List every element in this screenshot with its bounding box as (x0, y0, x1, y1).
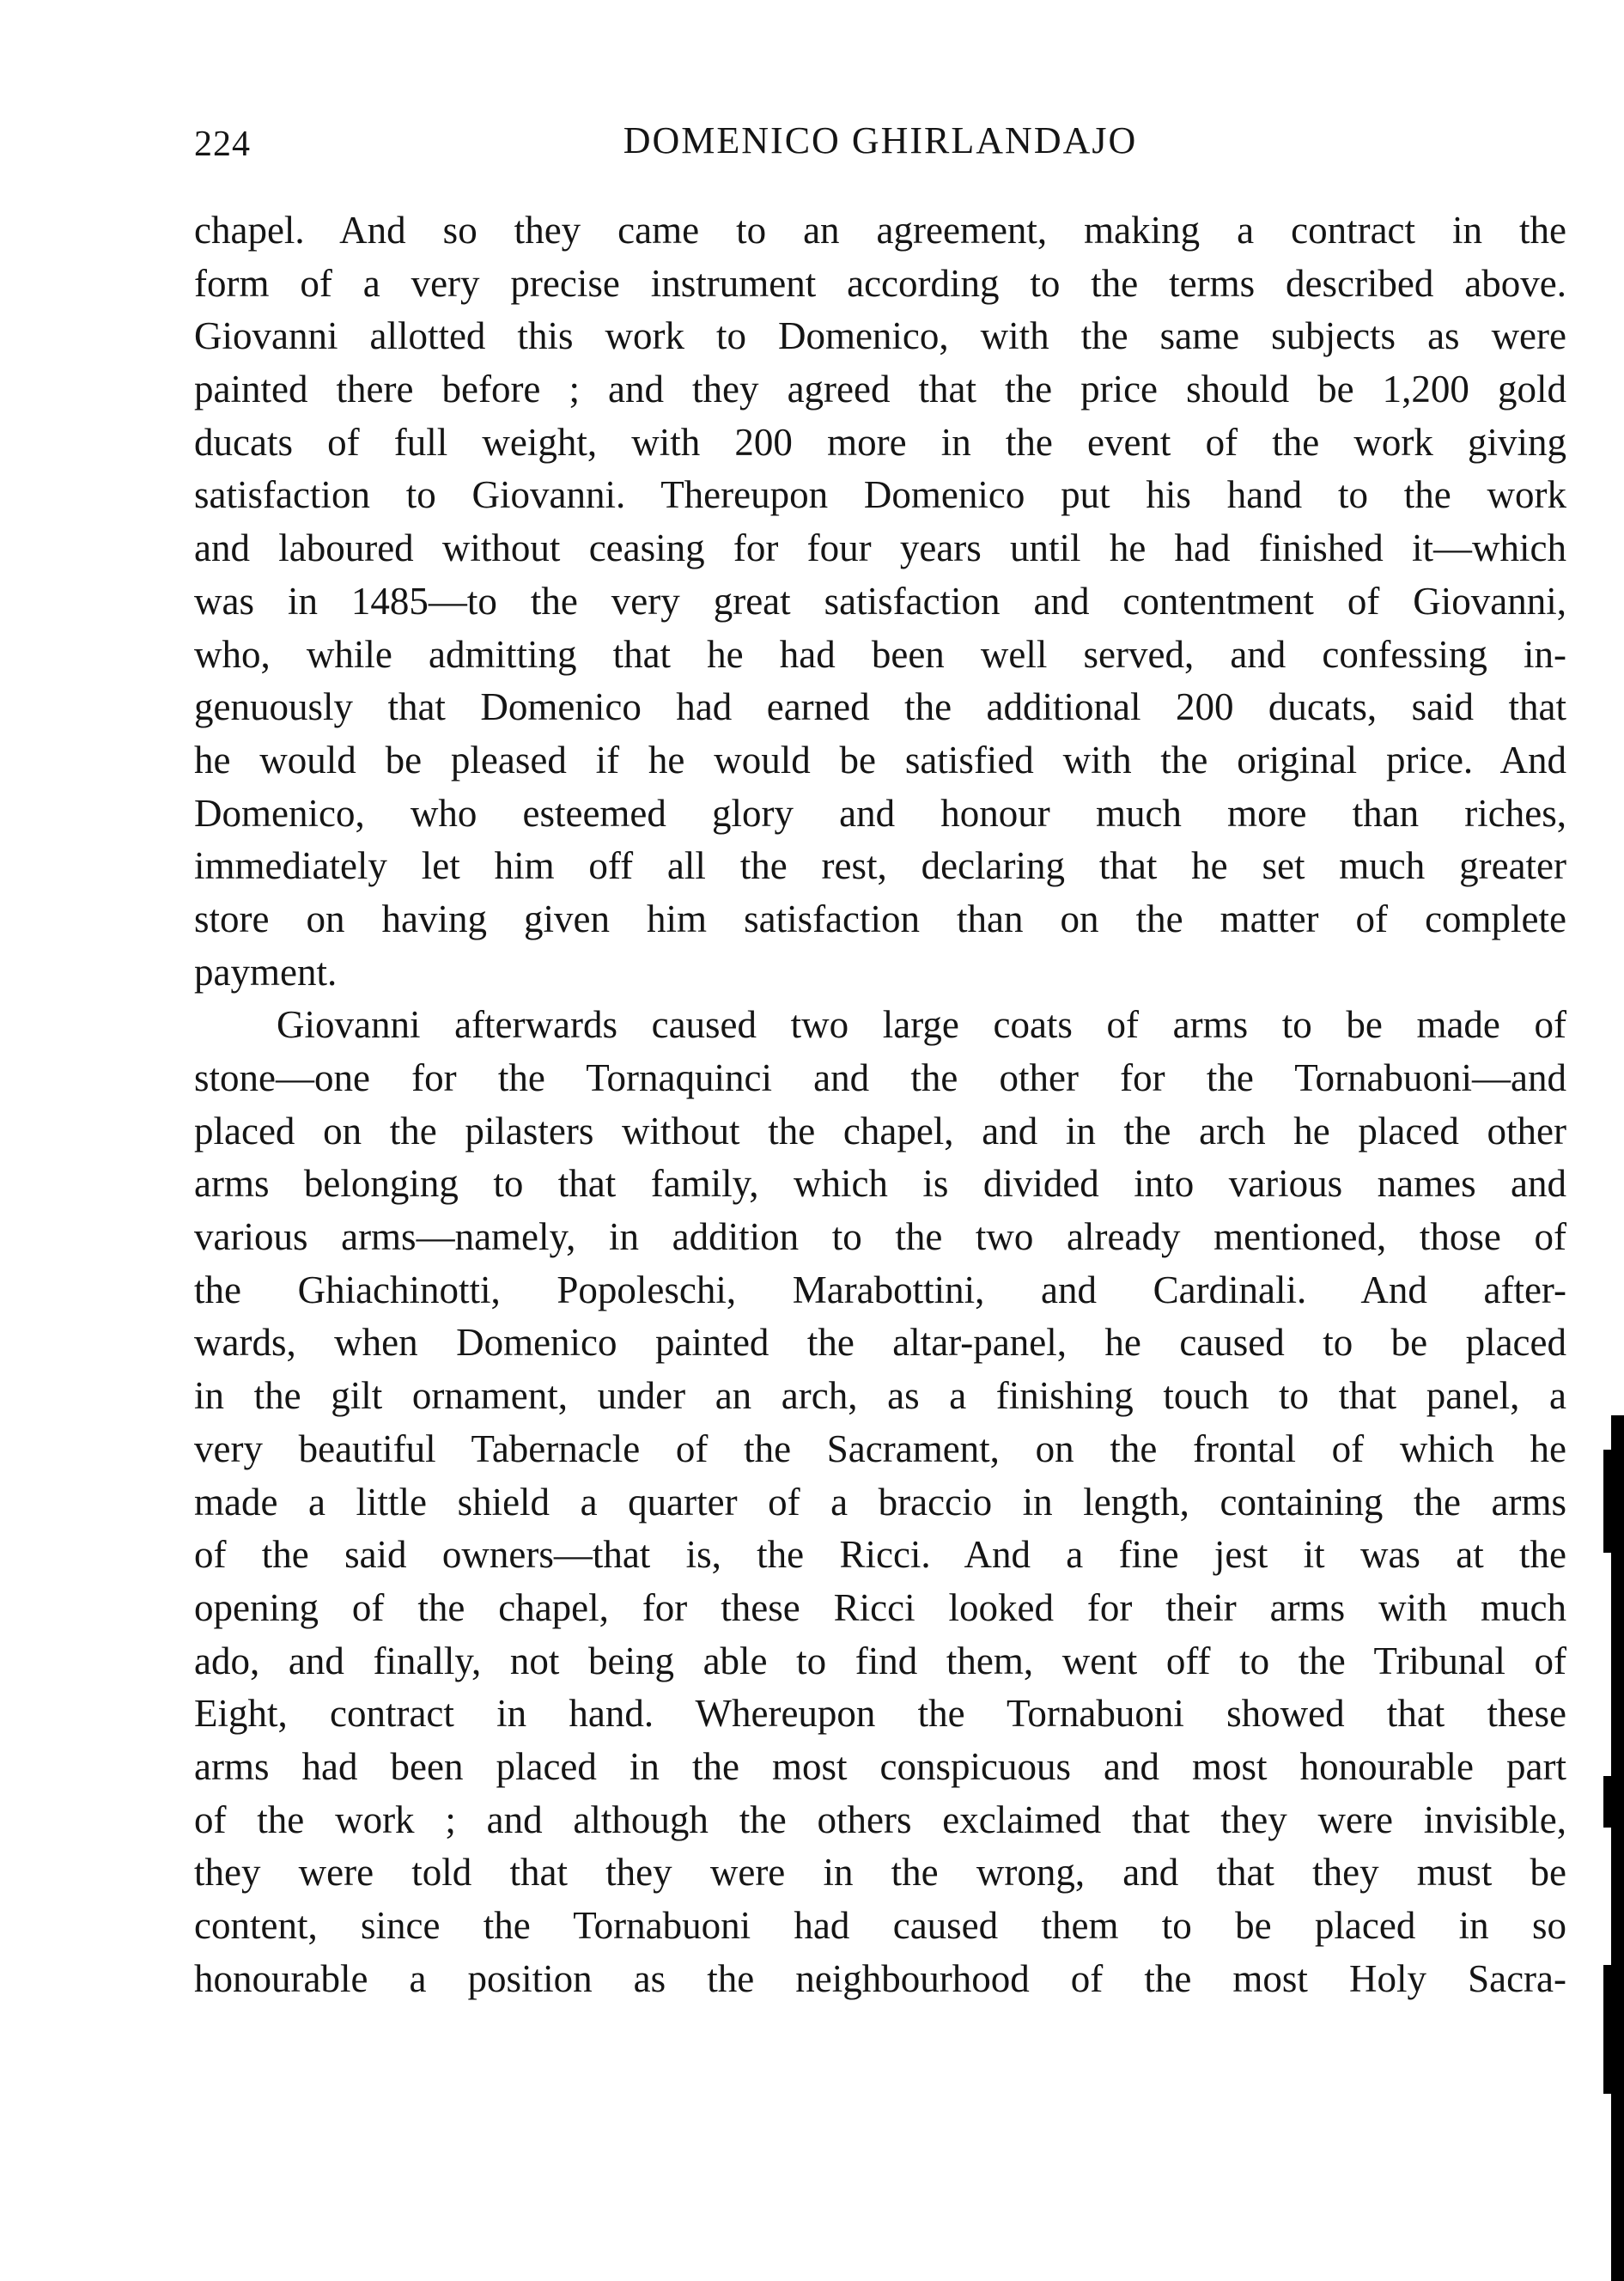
text-line: various arms—namely, in addition to the two already mentioned, those of (194, 1215, 1566, 1259)
text-line: satisfaction to Giovanni. Thereupon Domenico put his hand to the work (194, 473, 1566, 517)
text-line: the Ghiachinotti, Popoleschi, Marabottini, and Cardinali. And after- (194, 1268, 1566, 1311)
text-line: opening of the chapel, for these Ricci looked for their arms with much (194, 1585, 1566, 1629)
running-head (194, 119, 1566, 170)
running-title: DOMENICO GHIRLANDAJO (623, 119, 1138, 161)
text-line: very beautiful Tabernacle of the Sacrament, on the frontal of which he (194, 1426, 1566, 1470)
text-line: store on having given him satisfaction than on the matter of complete (194, 897, 1566, 940)
text-line: immediately let him off all the rest, declaring that he set much greater (194, 844, 1566, 888)
text-line: form of a very precise instrument according to the terms described above. (194, 261, 1566, 305)
text-line: chapel. And so they came to an agreement, making a contract in the (194, 209, 1566, 252)
binding-edge-notch (1603, 1965, 1612, 2094)
text-line: stone—one for the Tornaquinci and the other for the Tornabuoni—and (194, 1056, 1566, 1099)
text-line: and laboured without ceasing for four years until he had finished it—which (194, 526, 1566, 570)
text-line: they were told that they were in the wrong, and that they must be (194, 1851, 1566, 1895)
text-line: in the gilt ornament, under an arch, as a finishing touch to that panel, a (194, 1374, 1566, 1418)
text-line: arms had been placed in the most conspicuous and most honourable part (194, 1744, 1566, 1788)
body-text (194, 204, 1566, 2005)
text-line: placed on the pilasters without the chapel, and in the arch he placed other (194, 1109, 1566, 1153)
paragraph-1 (194, 204, 1566, 999)
text-line: honourable a position as the neighbourhood of the most Holy Sacra- (194, 1956, 1566, 2000)
text-line: Eight, contract in hand. Whereupon the Tornabuoni showed that these (194, 1692, 1566, 1736)
text-line: of the work ; and although the others exclaimed that they were invisible, (194, 1797, 1566, 1841)
page-number: 224 (194, 125, 251, 164)
text-line: who, while admitting that he had been well served, and confessing in- (194, 632, 1566, 676)
text-line: he would be pleased if he would be satisfied with the original price. And (194, 738, 1566, 782)
paragraph-2 (194, 999, 1566, 2005)
text-line: made a little shield a quarter of a braccio in length, containing the arms (194, 1480, 1566, 1524)
text-line: genuously that Domenico had earned the additional 200 ducats, said that (194, 685, 1566, 729)
text-line: ducats of full weight, with 200 more in the event of the work giving (194, 420, 1566, 464)
text-line: was in 1485—to the very great satisfaction and contentment of Giovanni, (194, 579, 1566, 623)
text-line: Giovanni afterwards caused two large coats of arms to be made of (277, 1003, 1566, 1047)
text-line: payment. (194, 950, 338, 994)
binding-edge-shadow (1611, 1415, 1624, 2281)
text-line: Domenico, who esteemed glory and honour much more than riches, (194, 791, 1566, 835)
binding-edge-notch (1603, 1450, 1612, 1553)
text-line: wards, when Domenico painted the altar-panel, he caused to be placed (194, 1321, 1566, 1365)
text-line: arms belonging to that family, which is divided into various names and (194, 1162, 1566, 1206)
text-line: of the said owners—that is, the Ricci. And a fine jest it was at the (194, 1533, 1566, 1577)
text-line: painted there before ; and they agreed that the price should be 1,200 gold (194, 368, 1566, 411)
text-line: ado, and finally, not being able to find them, went off to the Tribunal of (194, 1639, 1566, 1682)
binding-edge-notch (1603, 1776, 1612, 1828)
text-line: Giovanni allotted this work to Domenico, with the same subjects as were (194, 314, 1566, 358)
text-line: content, since the Tornabuoni had caused them to be placed in so (194, 1904, 1566, 1947)
